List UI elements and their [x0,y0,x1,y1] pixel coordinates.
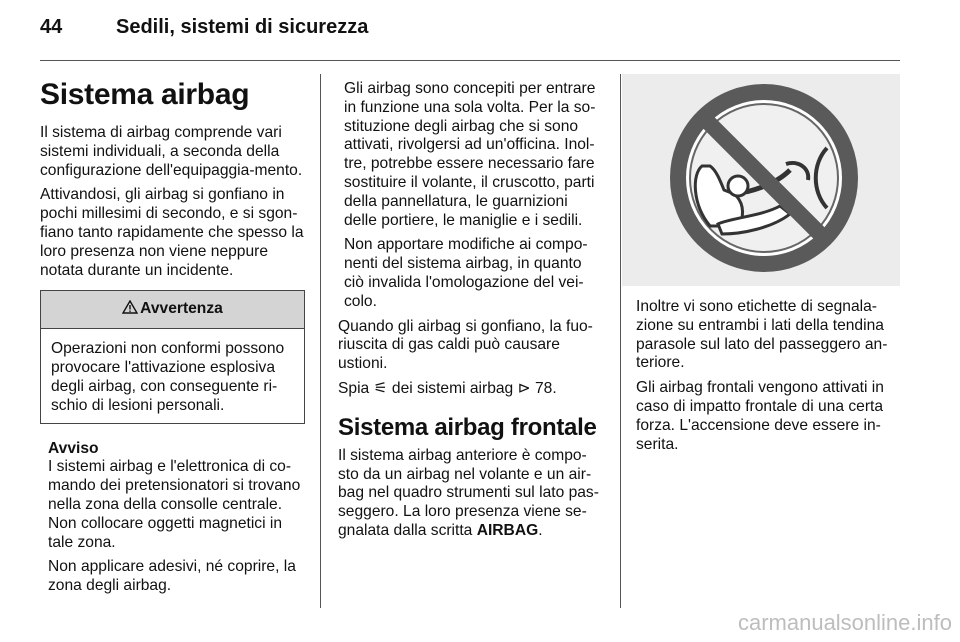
spia-text: dei sistemi airbag [391,379,514,397]
column-divider-left [320,74,321,608]
spia-prefix: Spia [338,379,370,397]
column-2 [340,80,604,547]
no-child-seat-airbag-icon [622,74,900,286]
column-divider-right [620,74,621,608]
page-reference-arrow-icon: ⊳ [517,379,531,397]
paragraph: Non applicare adesivi, né coprire, la zona degli airbag. [48,558,296,595]
note-block [48,440,305,596]
paragraph: Inoltre vi sono etichette di segnala-zione su entrambi i lati della tendina parasole sul lato del passeggero an-teriore. [636,298,888,372]
section-title: Sedili, sistemi di sicurezza [116,16,369,38]
page-number: 44 [40,16,63,38]
paragraph: Gli airbag sono concepiti per entrare in funzione una sola volta. Per la so-stituzione degli airbag che si sono attivati, rivolgersi ad un'officina. Inol-tre, potrebbe essere necessario fare sostituire il volante, il cruscotto, parti della pannellatura, le guarnizioni delle portiere, le maniglie e i sedili. [344,80,596,229]
watermark: carmanualsonline.info [737,610,952,635]
header-rule [40,60,900,61]
paragraph-text: Il sistema airbag anteriore è compo-sto da un airbag nel volante e un air-bag nel quadro strumenti sul lato pas-seggero. La loro presenza viene se-gnalata dalla scritta [338,446,599,539]
paragraph: I sistemi airbag e l'elettronica di co-mando dei pretensionatori si trovano nella zona della consolle centrale. Non collocare oggetti magnetici in tale zona. [48,458,301,551]
column-1 [40,78,305,602]
warning-triangle-icon [122,300,138,319]
paragraph-end: . [538,521,543,539]
warning-title: Avvertenza [140,300,223,318]
note-title: Avviso [48,439,99,457]
column-3 [636,298,900,460]
page-reference[interactable]: 78. [535,379,557,397]
warning-text: Operazioni non conformi possono provocare l'attivazione esplosiva degli airbag, con conseguente ri-schio di lesioni personali. [51,340,285,414]
paragraph [338,447,604,541]
paragraph: Non apportare modifiche ai compo-nenti del sistema airbag, in quanto ciò invalida l'omologazione del vei-colo. [344,236,588,310]
warning-box [40,290,305,423]
airbag-label: AIRBAG [476,521,539,539]
airbag-warning-icon: ⚟ [373,379,388,397]
spia-line [338,380,604,399]
warning-header [41,291,304,329]
paragraph: Gli airbag frontali vengono attivati in caso di impatto frontale di una certa forza. L'accensione deve essere in-serita. [636,379,884,453]
paragraph: Il sistema di airbag comprende vari sistemi individuali, a seconda della configurazione dell'equipaggia-mento. [40,124,303,179]
paragraph: Quando gli airbag si gonfiano, la fuo-riuscita di gas caldi può causare ustioni. [338,317,593,373]
main-heading: Sistema airbag [40,78,250,111]
paragraph: Attivandosi, gli airbag si gonfiano in pochi millesimi di secondo, e si sgon-fiano tanto rapidamente che spesso la loro presenza non viene neppure notata durante un incidente. [40,186,304,279]
section-heading: Sistema airbag frontale [338,413,597,441]
